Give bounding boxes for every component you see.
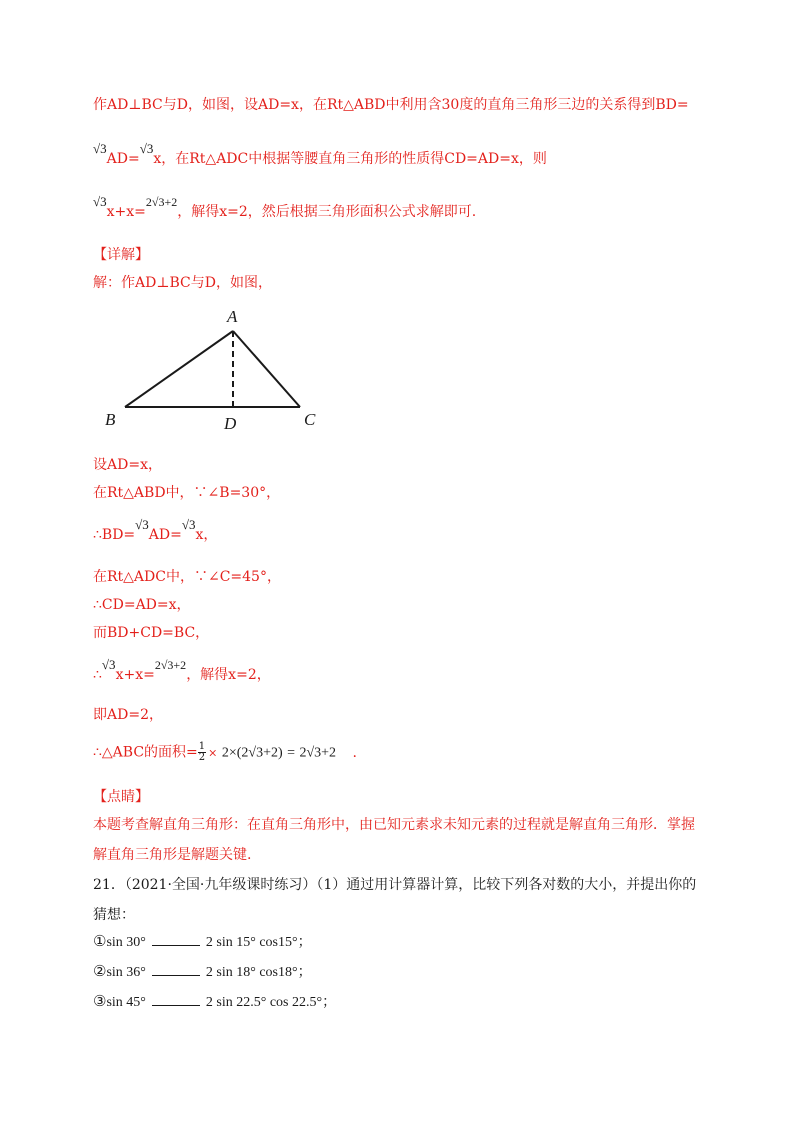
comment-line-1: 本题考查解直角三角形：在直角三角形中，由已知元素求未知元素的过程就是解直角三角形．掌握: [93, 817, 695, 833]
analysis-line-1: 作AD⊥BC与D，如图，设AD=x，在Rt△ABD中利用含30度的直角三角形三边的关系得到BD=: [93, 97, 689, 113]
answer-blank[interactable]: [152, 993, 200, 1006]
detail-step-2: 在Rt△ABD中，∵∠B=30°，: [93, 485, 281, 501]
expression-2sqrt3-plus-2: 2√3+2: [154, 658, 187, 672]
detail-step-6: 而BD+CD=BC，: [93, 625, 210, 641]
analysis-line-3: √3x+x=2√3+2，解得x=2，然后根据三角形面积公式求解即可.: [93, 194, 477, 220]
detail-header: 【详解】: [93, 247, 149, 263]
comment-line-2: 解直角三角形是解题关键.: [93, 847, 252, 863]
answer-blank[interactable]: [152, 963, 200, 976]
question-21-line-2: 猜想：: [93, 907, 135, 923]
area-result: 2√3+2: [299, 745, 337, 761]
question-21-line-1: 21．（2021·全国·九年级课时练习）（1）通过用计算器计算，比较下列各对数的大小，并提出你的: [93, 877, 697, 893]
fraction-one-half: $\frac{1}{2}$: [198, 741, 206, 763]
detail-intro: 解：作AD⊥BC与D，如图，: [93, 275, 272, 291]
detail-step-1: 设AD=x，: [93, 457, 162, 473]
analysis-line-2: √3AD=√3x，在Rt△ADC中根据等腰直角三角形的性质得CD=AD=x，则: [93, 141, 547, 167]
side-ac: [233, 331, 300, 407]
sqrt3-term: √3: [135, 517, 149, 532]
triangle-figure: [100, 305, 330, 435]
detail-step-5: ∴CD=AD=x，: [93, 597, 191, 613]
detail-step-8: 即AD=2，: [93, 707, 163, 723]
answer-blank[interactable]: [152, 933, 200, 946]
detail-step-7: ∴√3x+x=2√3+2，解得x=2，: [93, 657, 271, 683]
side-ba: [125, 331, 233, 407]
label-a: A: [227, 307, 238, 326]
question-21-item-2: ②sin 36° 2 sin 18° cos18°；: [93, 962, 312, 980]
sqrt3-term: √3: [181, 517, 196, 532]
detail-step-9: ∴△ABC的面积= $\frac{1}{2}$ × 2×(2√3+2) = 2√3+2 .: [93, 741, 357, 763]
label-d: D: [224, 414, 237, 433]
sqrt3-term: √3: [93, 194, 107, 209]
expression-2sqrt3-plus-2: 2√3+2: [145, 195, 178, 209]
question-21-item-1: ①sin 30° 2 sin 15° cos15°；: [93, 932, 312, 950]
comment-header: 【点睛】: [93, 789, 149, 805]
question-21-item-3: ③sin 45° 2 sin 22.5° cos 22.5°；: [93, 992, 337, 1010]
sqrt3-term: √3: [93, 141, 107, 156]
sqrt3-term: √3: [101, 657, 116, 672]
detail-step-3: ∴BD=√3AD=√3x，: [93, 517, 218, 543]
label-c: C: [304, 410, 316, 429]
detail-step-4: 在Rt△ADC中，∵∠C=45°，: [93, 569, 281, 585]
sqrt3-term: √3: [139, 141, 154, 156]
area-expression: 2×(2√3+2): [221, 745, 283, 761]
label-b: B: [105, 410, 116, 429]
